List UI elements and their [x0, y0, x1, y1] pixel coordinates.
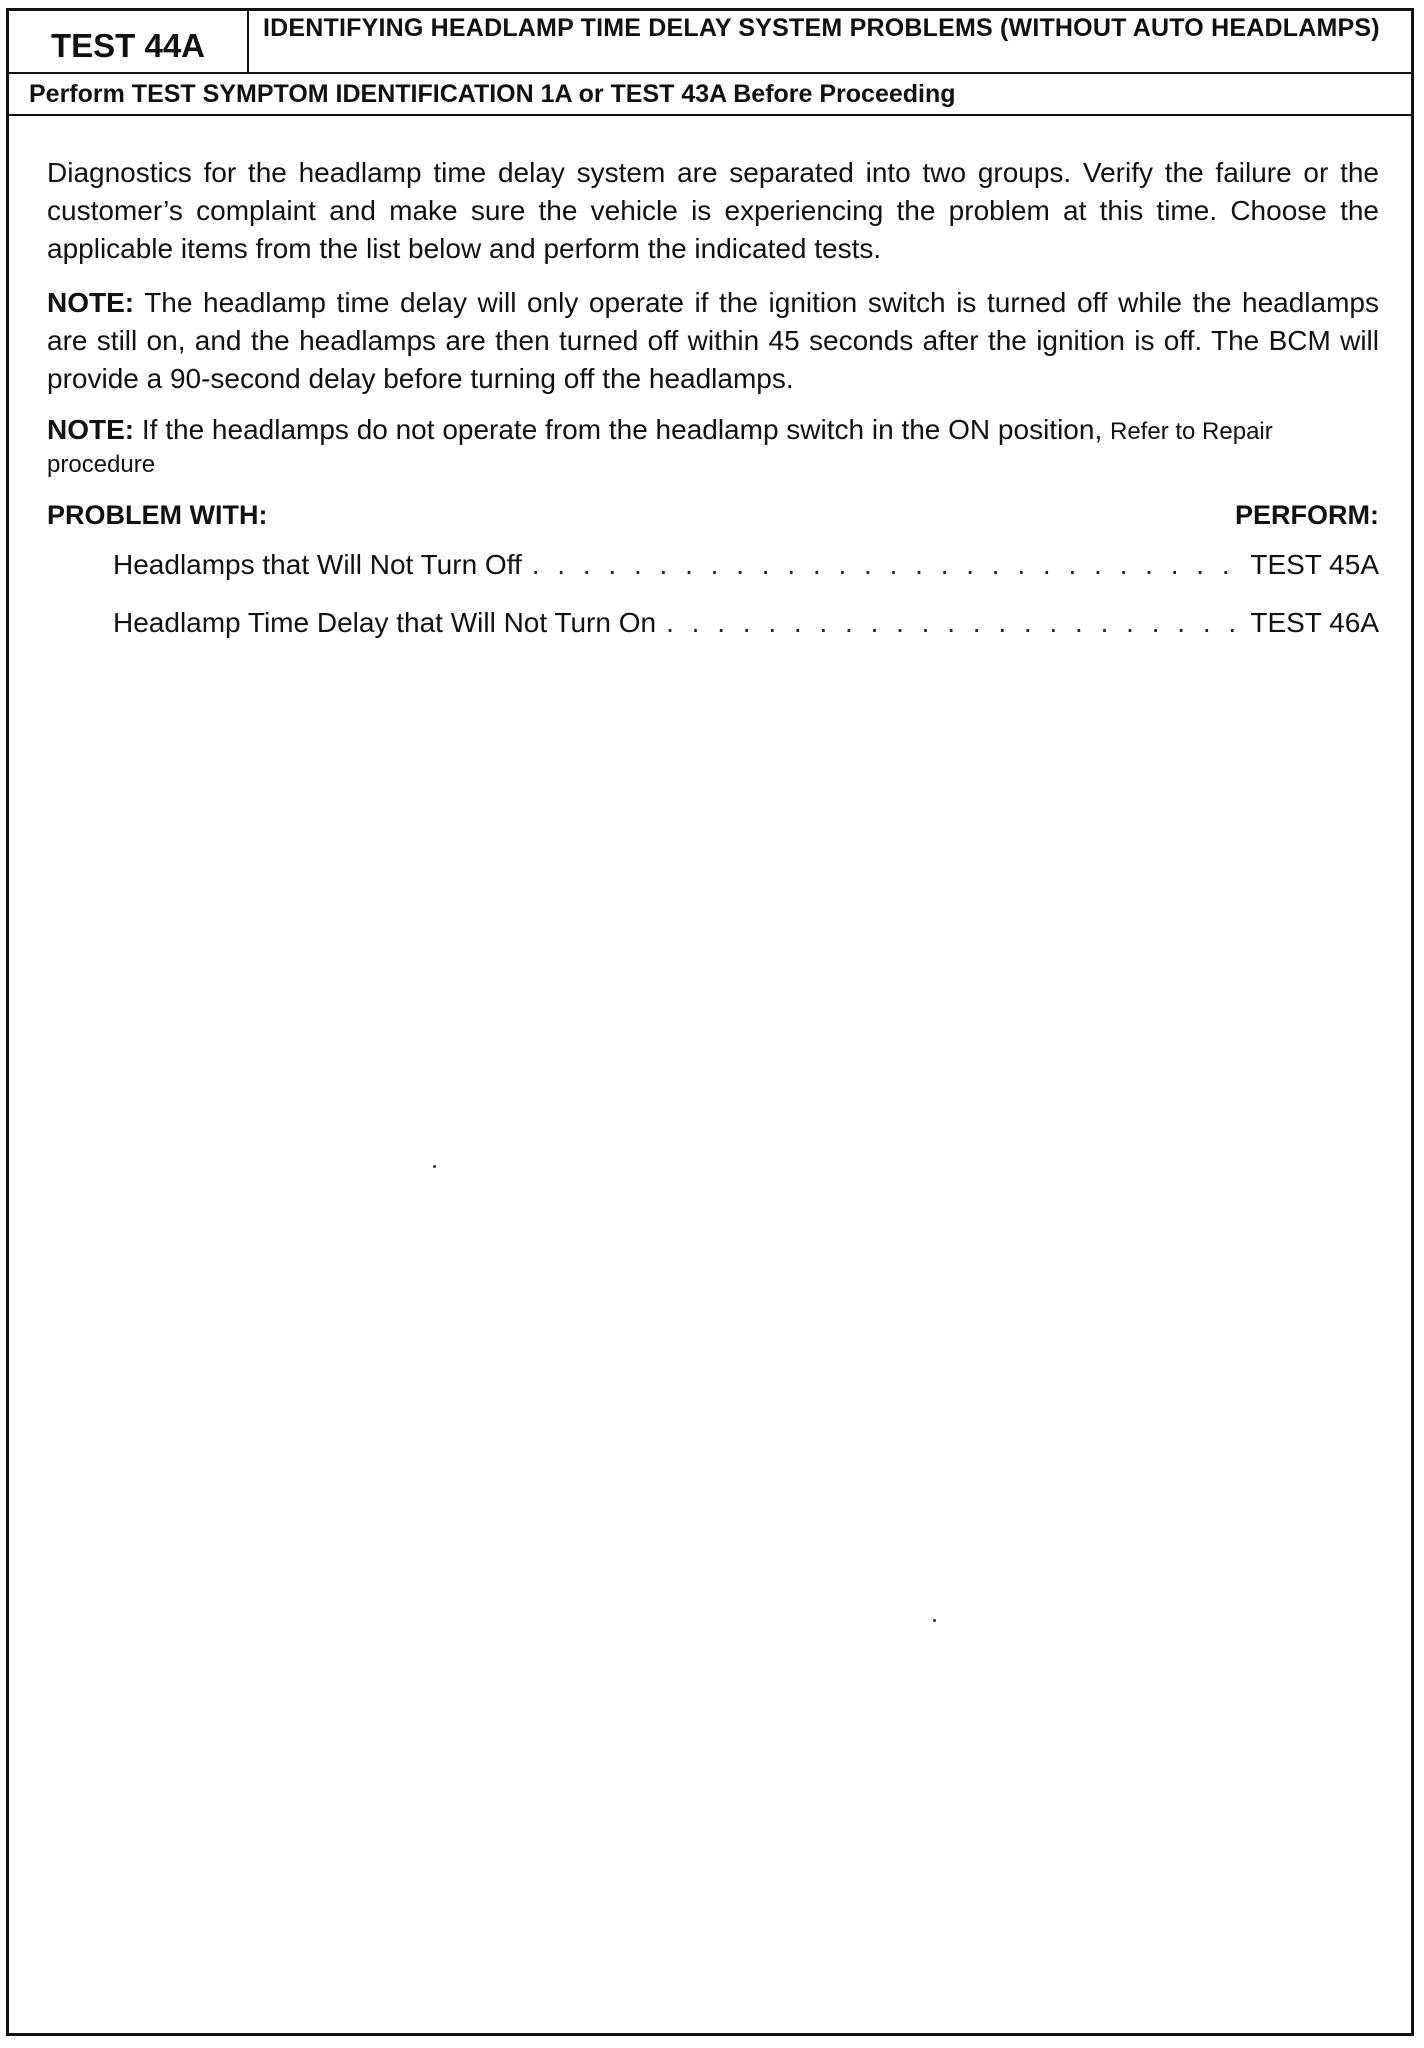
note-2-label: NOTE:	[47, 414, 135, 445]
problem-column-header: PROBLEM WITH:	[47, 500, 268, 530]
table-row	[113, 549, 1379, 581]
test-title: IDENTIFYING HEADLAMP TIME DELAY SYSTEM PROBLEMS (WITHOUT AUTO HEADLAMPS)	[263, 14, 1380, 42]
note-2-reference: Refer to Repair procedure	[47, 418, 1273, 478]
note-1	[47, 284, 1379, 398]
test-id: TEST 44A	[9, 11, 249, 72]
table-row	[113, 607, 1379, 639]
intro-paragraph: Diagnostics for the headlamp time delay system are separated into two groups. Verify the failure or the customer’s complaint and make sure the vehicle is experiencing the problem at this time. Choose the applicable items from the list below and perform the indicated tests.	[47, 157, 1379, 264]
note-2-text: If the headlamps do not operate from the headlamp switch in the ON position,	[141, 414, 1103, 445]
dot-leader	[532, 549, 1241, 581]
note-2	[47, 414, 1379, 480]
perform-column-header: PERFORM:	[1235, 500, 1379, 530]
problem-label: Headlamp Time Delay that Will Not Turn On	[113, 607, 657, 638]
content	[9, 116, 1411, 639]
test-frame	[6, 8, 1414, 2036]
test-reference[interactable]: TEST 45A	[1250, 549, 1379, 580]
test-reference[interactable]: TEST 46A	[1250, 607, 1379, 638]
header-row	[9, 11, 1411, 74]
table-header	[47, 500, 1379, 531]
prerequisite: Perform TEST SYMPTOM IDENTIFICATION 1A or TEST 43A Before Proceeding	[9, 74, 1411, 116]
note-1-label: NOTE:	[47, 287, 135, 318]
scan-speck	[933, 1619, 936, 1622]
problem-label: Headlamps that Will Not Turn Off	[113, 549, 522, 580]
dot-leader	[666, 607, 1240, 639]
note-1-text: The headlamp time delay will only operate if the ignition switch is turned off while the headlamps are still on, and the headlamps are then turned off within 45 seconds after the ignition is off. The BCM will provide a 90-second delay before turning off the headlamps.	[47, 287, 1380, 394]
scan-speck	[433, 1165, 436, 1168]
